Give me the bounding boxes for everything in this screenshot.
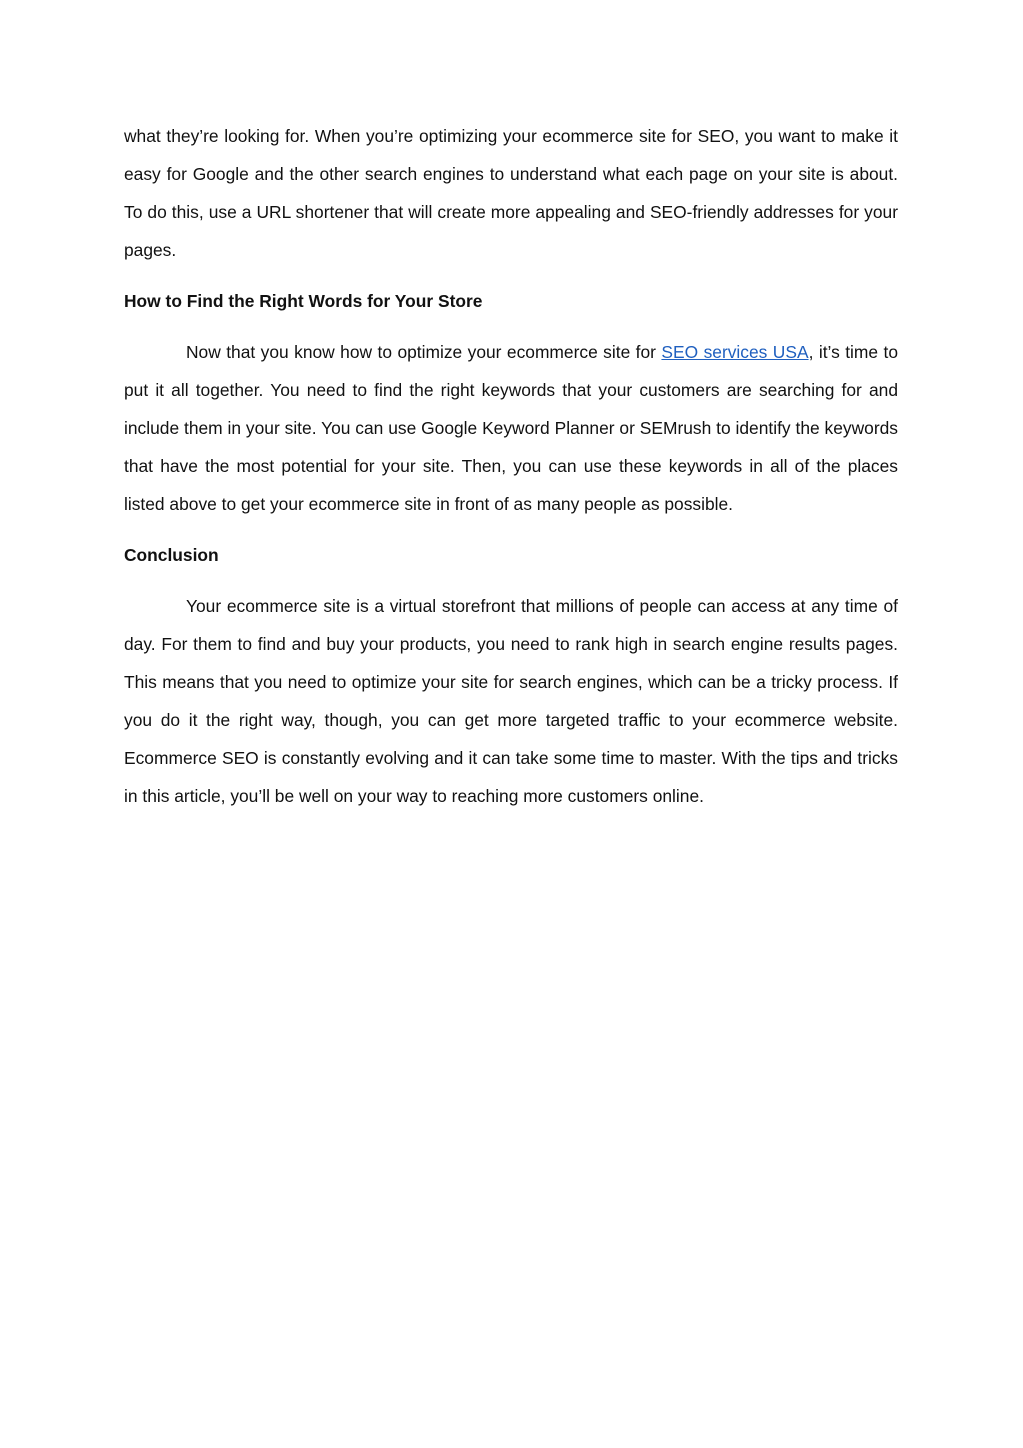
intro-paragraph: what they’re looking for. When you’re optimizing your ecommerce site for SEO, you want to make it easy for Google and the other search engines to understand what each page on your site is about. To do this, use a URL shortener that will create more appealing and SEO-friendly addresses for your pages. bbox=[124, 126, 898, 260]
section-heading-conclusion: Conclusion bbox=[124, 545, 219, 565]
keywords-text-after-link: , it’s time to put it all together. You need to find the right keywords that your customers are searching for and include them in your site. You can use Google Keyword Planner or SEMrush to identify the keywords that have the most potential for your site. Then, you can use these keywords in all of the places listed above to get your ecommerce site in front of as many people as possible. bbox=[124, 342, 898, 514]
section-heading-keywords: How to Find the Right Words for Your Store bbox=[124, 291, 483, 311]
keywords-paragraph bbox=[124, 333, 898, 523]
keywords-text-before-link: Now that you know how to optimize your ecommerce site for bbox=[186, 342, 662, 362]
document-page bbox=[124, 117, 898, 828]
seo-services-usa-link[interactable]: SEO services USA bbox=[661, 342, 809, 362]
conclusion-paragraph: Your ecommerce site is a virtual storefront that millions of people can access at any time of day. For them to find and buy your products, you need to rank high in search engine results pages. This means that you need to optimize your site for search engines, which can be a tricky process. If you do it the right way, though, you can get more targeted traffic to your ecommerce website. Ecommerce SEO is constantly evolving and it can take some time to master. With the tips and tricks in this article, you’ll be well on your way to reaching more customers online. bbox=[124, 596, 898, 806]
